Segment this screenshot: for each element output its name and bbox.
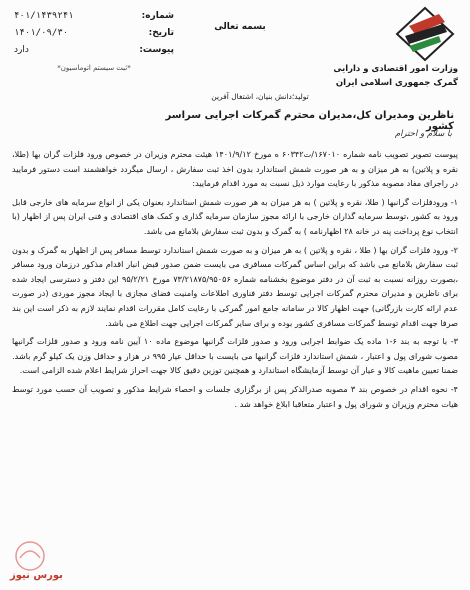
date-label: تاریخ: [148,28,174,38]
date-value: ۱۴۰۱/۰۹/۳۰ [14,28,69,38]
clause-3: ۳- با توجه به بند ۶-۱ ماده یک ضوابط اجرایی ورود و صدور فلزات گرانبها موضوع ماده ۱۰ آیین نامه ورود و صدور فلزات گرانبها مصوب شورای پول و اعتبار ، شمش استاندارد فلزات گرانبها می بایست با حداقل عیار ۹۹۵ در هزار و حداقل وزن یک کیلو گرم باشد. ضمنا تعیین ماهیت کالا و عیار آن توسط آزمایشگاه استاندارد و همچنین توزین دقیق کالا جهت احراز شرایط اعلام شده الزامی است. [12,336,458,376]
customs-logo-icon [395,6,455,62]
clause-2: ۲- ورود فلزات گران بها ( طلا ، نقره و پلاتین ) به هر میزان و به صورت شمش استاندارد توسط مسافر پس از اظهار به گمرک و بدون ثبت سفارش بلامانع می باشد که براین اساس گمرکات مسافری می بایست ضمن صدور قبض انبار اقدام مذکور درزمان ورود مسافر ،بصورت روزانه نسبت به ثبت آن در دفتر موضوع بخشنامه شماره ۷۳/۲۱۸۷۵/۹۵۰۵۶ مورخ ۹۵/۲/۲۱ این دفتر و دسترسی ایجاد شده برای ناظرین و مدیران محترم گمرکات اجرایی توسط دفتر فناوری اطلاعات وامنیت فضای مجازی با ایجاد مجوز موردی (در صورت عدم ارائه کارت بازرگانی) جهت اظهار کالا در سامانه جامع امور گمرکی با رعایت کامل مقررات اقدام نمایند لازم به ذکر است این بند صرفا جهت اقدام توسط گمرکات مسافری کشور بوده و برای سایر گمرکات اجرایی جهت اطلاع می باشد. [12,244,458,328]
date-row [14,25,174,42]
year-slogan: تولید؛دانش بنیان، اشتغال آفرین [211,92,309,101]
number-value: ۴۰۱/۱۴۳۹۲۴۱ [14,11,74,21]
attachment-row [14,42,174,59]
addressee: ناظرین ومدیران کل،مدیران محترم گمرکات اجرایی سراسر کشور [165,110,454,132]
greeting: با سلام و احترام [394,129,452,139]
number-label: شماره: [141,11,174,21]
attachment-value: دارد [14,45,29,55]
customs-name: گمرک جمهوری اسلامی ایران [335,78,458,88]
bismillah-heading: بسمه تعالی [214,22,266,32]
clause-1: ۱- ورودفلزات گرانبها ( طلا، نقره و پلاتین ) به هر میزان به هر صورت شمش استاندارد بعنوان یکی از انواع سرمایه های خارجی قابل ورود به کشور ،توسط سرمایه گذاران خارجی با ارائه مجوز سازمان سرمایه گذاری و کمک های اقتصادی و فنی ایران پس از اظهار (با انتخاب نوع پرداخت پنه در خانه ۲۸ اظهارنامه ) به گمرک و بدون ثبت سفارش بلامانع می باشد. [12,196,458,236]
letter-meta [14,8,174,77]
number-row [14,8,174,25]
source-watermark: بورس نیوز [10,570,63,581]
automation-note: *ثبت سیستم اتوماسیون* [57,64,131,72]
clause-4: ۴- نحوه اقدام در خصوص بند ۳ مصوبه صدرالذکر پس از برگزاری جلسات و احصاء شرایط مذکور و تصویب آن حسب مورد توسط هیات محترم وزیران و شورای پول و اعتبار متعاقبا ابلاغ خواهد شد . [12,383,458,409]
letter-body [12,147,458,415]
attachment-label: پیوست: [139,45,174,55]
intro-paragraph: پیوست تصویر تصویب نامه شماره ۱۶۷۰۱۰/ت۶۰۳۴۲ ه مورخ ۱۴۰۱/۹/۱۲ هیئت محترم وزیران در خصوص ورود فلزات گران بها (طلا، نقره و پلاتین) به هر میزان و به هر صورت شمش استاندارد بدون اخذ ثبت سفارش ، ارسال میگردد خواهشمند است دستور فرمایید در راجرای مفاد مصوبه مذکور با رعایت موارد ذیل نسبت به مورد اقدام فرمایید: [12,149,458,189]
organization-name [308,62,458,90]
ministry-name: وزارت امور اقتصادی و دارایی [333,64,458,74]
stamp-icon [10,538,50,574]
